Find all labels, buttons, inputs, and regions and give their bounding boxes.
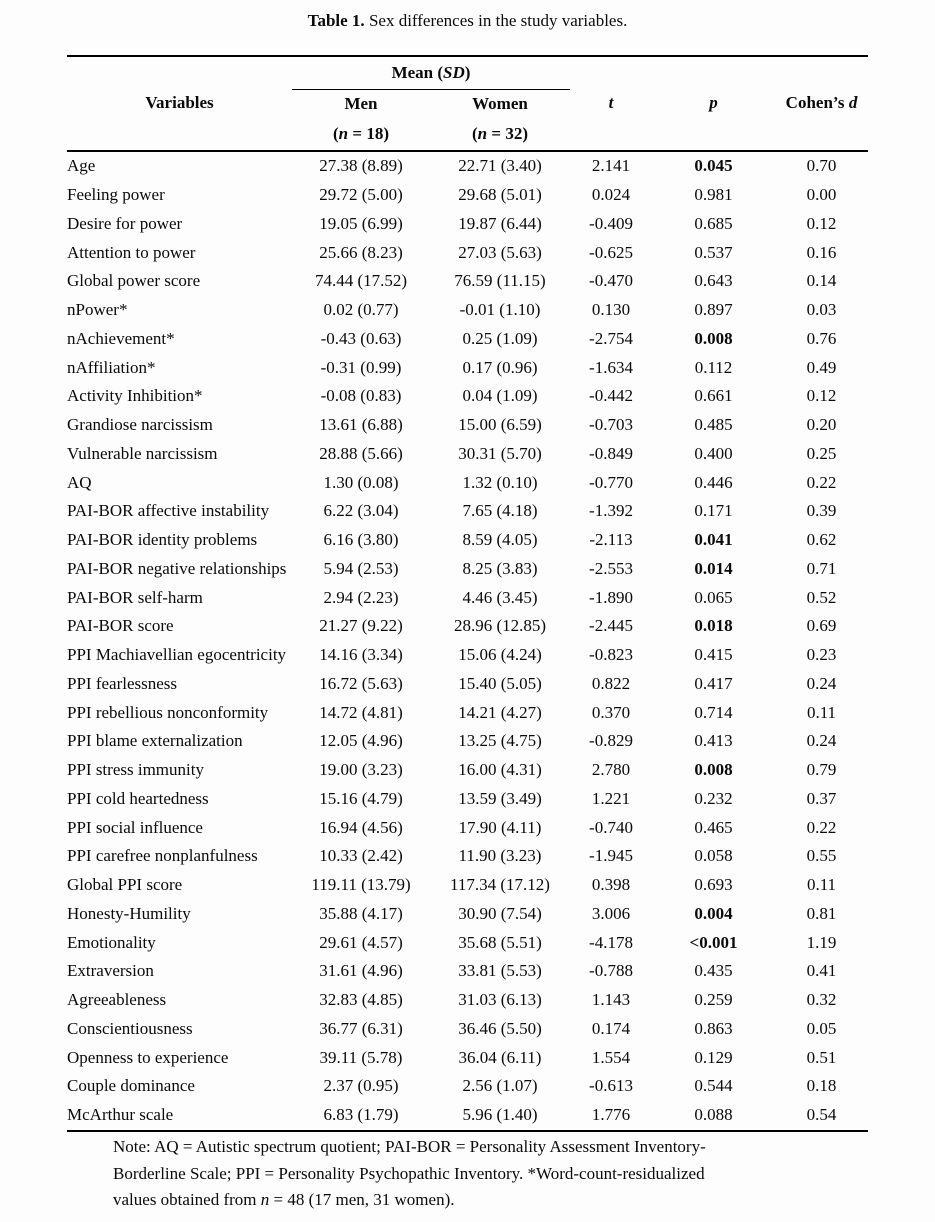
header-variables: Variables	[145, 93, 214, 113]
cell-p-value: 0.435	[694, 961, 733, 981]
cell-t-value: 1.776	[591, 1105, 631, 1125]
table-row	[67, 1101, 868, 1131]
cell-women-mean-sd: 15.06 (4.24)	[458, 645, 542, 665]
table-row	[67, 1015, 868, 1044]
cell-cohens-d: 0.11	[806, 875, 837, 895]
cell-cohens-d: 0.12	[806, 213, 837, 233]
cell-t-value: 2.141	[591, 156, 631, 176]
cell-p-value: 0.058	[694, 846, 733, 866]
table-row	[67, 756, 868, 785]
cell-cohens-d: 0.62	[806, 530, 837, 550]
cell-women-mean-sd: 0.17 (0.96)	[462, 357, 538, 377]
cell-women-mean-sd: 4.46 (3.45)	[462, 587, 538, 607]
men-n-post: = 18)	[348, 123, 389, 143]
stats-table	[67, 55, 868, 1132]
table-row	[67, 468, 868, 497]
table-row	[67, 325, 868, 354]
cell-p-value: 0.232	[694, 788, 733, 808]
cell-men-mean-sd: 6.16 (3.80)	[323, 530, 399, 550]
header-men: Men	[344, 93, 378, 113]
cell-men-mean-sd: 39.11 (5.78)	[319, 1047, 403, 1067]
cell-variable: nAchievement*	[67, 328, 175, 348]
cell-women-mean-sd: 11.90 (3.23)	[458, 846, 542, 866]
cell-t-value: 0.174	[591, 1018, 631, 1038]
cell-t-value: 0.370	[591, 702, 631, 722]
cell-p-value: 0.446	[694, 472, 733, 492]
cell-cohens-d: 0.49	[806, 357, 837, 377]
header-mean-sd	[292, 56, 570, 90]
mean-sd-pre: Mean (	[391, 63, 444, 82]
cell-cohens-d: 0.24	[806, 673, 837, 693]
cell-women-mean-sd: 33.81 (5.53)	[458, 961, 542, 981]
cell-t-value: -1.890	[589, 587, 633, 607]
cell-women-mean-sd: 27.03 (5.63)	[458, 242, 542, 262]
table-row	[67, 382, 868, 411]
cell-variable: PPI stress immunity	[67, 760, 204, 780]
cell-cohens-d: 0.00	[806, 185, 837, 205]
cell-cohens-d: 0.70	[806, 156, 837, 176]
cell-variable: Emotionality	[67, 932, 156, 952]
cell-women-mean-sd: 15.40 (5.05)	[458, 673, 542, 693]
cell-t-value: -1.945	[589, 846, 633, 866]
cell-p-value: 0.714	[694, 702, 733, 722]
table-row	[67, 555, 868, 584]
cell-cohens-d: 0.11	[806, 702, 837, 722]
cell-p-value: 0.112	[694, 357, 733, 377]
cell-t-value: -0.849	[589, 443, 633, 463]
table-row	[67, 871, 868, 900]
cell-p-value: 0.981	[694, 185, 733, 205]
cell-men-mean-sd: 27.38 (8.89)	[319, 156, 403, 176]
cell-women-mean-sd: 19.87 (6.44)	[458, 213, 542, 233]
cell-variable: nAffiliation*	[67, 357, 156, 377]
cell-p-value: 0.008	[694, 328, 733, 348]
table-row	[67, 612, 868, 641]
table-row	[67, 785, 868, 814]
cell-women-mean-sd: 31.03 (6.13)	[458, 990, 542, 1010]
table-row	[67, 842, 868, 871]
cell-cohens-d: 0.22	[806, 472, 837, 492]
cell-cohens-d: 0.69	[806, 616, 837, 636]
table-row	[67, 181, 868, 210]
cell-p-value: 0.065	[694, 587, 733, 607]
cell-cohens-d: 0.55	[806, 846, 837, 866]
cell-women-mean-sd: 16.00 (4.31)	[458, 760, 542, 780]
cell-p-value: 0.417	[694, 673, 733, 693]
note-line3-post: = 48 (17 men, 31 women).	[269, 1190, 455, 1209]
cell-women-mean-sd: 30.31 (5.70)	[458, 443, 542, 463]
table-row	[67, 238, 868, 267]
mean-sd-italic: SD	[443, 63, 465, 82]
cell-cohens-d: 0.71	[806, 558, 837, 578]
cell-p-value: 0.004	[694, 903, 733, 923]
cell-women-mean-sd: 36.46 (5.50)	[458, 1018, 542, 1038]
table-row	[67, 727, 868, 756]
header-women: Women	[472, 93, 528, 113]
cell-cohens-d: 0.22	[806, 817, 837, 837]
header-row-mean-sd	[67, 56, 868, 90]
cell-t-value: -2.553	[589, 558, 633, 578]
cell-men-mean-sd: -0.08 (0.83)	[320, 386, 402, 406]
cell-women-mean-sd: 13.25 (4.75)	[458, 731, 542, 751]
table-row	[67, 928, 868, 957]
cell-men-mean-sd: 6.83 (1.79)	[323, 1105, 399, 1125]
cell-variable: PPI cold heartedness	[67, 788, 209, 808]
cell-women-mean-sd: 2.56 (1.07)	[462, 1076, 538, 1096]
table-body	[67, 151, 868, 1131]
cell-women-mean-sd: 28.96 (12.85)	[453, 616, 547, 636]
cell-t-value: -2.113	[589, 530, 633, 550]
cell-cohens-d: 0.16	[806, 242, 837, 262]
header-spacer	[570, 56, 868, 90]
cell-men-mean-sd: 29.72 (5.00)	[319, 185, 403, 205]
cell-women-mean-sd: 35.68 (5.51)	[458, 932, 542, 952]
table-row	[67, 957, 868, 986]
men-n-pre: (	[333, 123, 339, 143]
cell-p-value: <0.001	[689, 932, 738, 952]
cell-cohens-d: 0.52	[806, 587, 837, 607]
table-row	[67, 440, 868, 469]
cell-cohens-d: 1.19	[806, 932, 837, 952]
cell-variable: nPower*	[67, 300, 128, 320]
table-row	[67, 813, 868, 842]
header-t: t	[608, 93, 614, 113]
cell-t-value: -1.634	[589, 357, 633, 377]
cell-t-value: 0.398	[591, 875, 631, 895]
table-row	[67, 267, 868, 296]
cell-variable: PPI carefree nonplanfulness	[67, 846, 258, 866]
cell-women-mean-sd: 1.32 (0.10)	[462, 472, 538, 492]
cell-t-value: -0.625	[589, 242, 633, 262]
cell-men-mean-sd: 74.44 (17.52)	[314, 271, 408, 291]
table-row	[67, 1043, 868, 1072]
cell-variable: Global power score	[67, 271, 201, 291]
table-row	[67, 1072, 868, 1101]
cell-variable: PAI-BOR score	[67, 616, 174, 636]
cell-cohens-d: 0.39	[806, 501, 837, 521]
cohens-pre: Cohen’s	[785, 93, 849, 113]
cell-p-value: 0.897	[694, 300, 733, 320]
cell-p-value: 0.018	[694, 616, 733, 636]
table-row	[67, 583, 868, 612]
cell-variable: Conscientiousness	[67, 1018, 193, 1038]
cell-cohens-d: 0.05	[806, 1018, 837, 1038]
table-row	[67, 296, 868, 325]
cell-p-value: 0.415	[694, 645, 733, 665]
table-row	[67, 641, 868, 670]
cell-p-value: 0.259	[694, 990, 733, 1010]
cell-variable: Honesty-Humility	[67, 903, 191, 923]
cell-men-mean-sd: 35.88 (4.17)	[319, 903, 403, 923]
note-line3-pre: values obtained from	[113, 1190, 261, 1209]
header-spacer	[570, 117, 652, 151]
cell-variable: PPI fearlessness	[67, 673, 178, 693]
cell-men-mean-sd: 28.88 (5.66)	[319, 443, 403, 463]
cell-t-value: -0.740	[589, 817, 633, 837]
cell-p-value: 0.129	[694, 1047, 733, 1067]
cell-t-value: -0.470	[589, 271, 633, 291]
table-title	[0, 11, 935, 31]
header-women-n	[430, 117, 570, 151]
table-row	[67, 497, 868, 526]
cell-men-mean-sd: 14.16 (3.34)	[319, 645, 403, 665]
cell-p-value: 0.693	[694, 875, 733, 895]
header-row-n	[67, 117, 868, 151]
cell-t-value: -4.178	[589, 932, 633, 952]
cell-variable: Grandiose narcissism	[67, 415, 213, 435]
cell-women-mean-sd: 29.68 (5.01)	[458, 185, 542, 205]
cell-women-mean-sd: 117.34 (17.12)	[450, 875, 550, 895]
cell-p-value: 0.544	[694, 1076, 733, 1096]
cell-women-mean-sd: 7.65 (4.18)	[462, 501, 538, 521]
table-header	[67, 56, 868, 151]
cell-cohens-d: 0.54	[806, 1105, 837, 1125]
cell-women-mean-sd: 17.90 (4.11)	[458, 817, 542, 837]
cell-women-mean-sd: 15.00 (6.59)	[458, 415, 542, 435]
table-row	[67, 698, 868, 727]
cell-t-value: 2.780	[591, 760, 631, 780]
cell-men-mean-sd: 29.61 (4.57)	[319, 932, 403, 952]
cell-p-value: 0.171	[694, 501, 733, 521]
cell-men-mean-sd: 2.94 (2.23)	[323, 587, 399, 607]
cell-men-mean-sd: 16.94 (4.56)	[319, 817, 403, 837]
cell-men-mean-sd: 25.66 (8.23)	[319, 242, 403, 262]
cell-t-value: 1.221	[591, 788, 631, 808]
cell-variable: PAI-BOR negative relationships	[67, 558, 287, 578]
cell-p-value: 0.661	[694, 386, 733, 406]
women-n-pre: (	[472, 123, 478, 143]
cell-men-mean-sd: 36.77 (6.31)	[319, 1018, 403, 1038]
cell-variable: PPI blame externalization	[67, 731, 243, 751]
mean-sd-post: )	[464, 63, 471, 82]
cell-women-mean-sd: 5.96 (1.40)	[462, 1105, 538, 1125]
note-line-3	[113, 1187, 823, 1214]
cell-t-value: 3.006	[591, 903, 631, 923]
cell-men-mean-sd: 19.00 (3.23)	[319, 760, 403, 780]
cell-t-value: -2.754	[589, 328, 633, 348]
cell-variable: Desire for power	[67, 213, 183, 233]
header-spacer	[652, 117, 775, 151]
table-title-label: Table 1.	[307, 11, 365, 30]
cell-variable: PPI rebellious nonconformity	[67, 702, 269, 722]
cell-variable: Feeling power	[67, 185, 165, 205]
cell-men-mean-sd: 31.61 (4.96)	[319, 961, 403, 981]
cell-variable: Couple dominance	[67, 1076, 195, 1096]
table-row	[67, 151, 868, 181]
table-row	[67, 900, 868, 929]
cell-t-value: 0.130	[591, 300, 631, 320]
cell-women-mean-sd: 36.04 (6.11)	[458, 1047, 542, 1067]
table-row	[67, 526, 868, 555]
cell-men-mean-sd: 13.61 (6.88)	[319, 415, 403, 435]
cell-men-mean-sd: 21.27 (9.22)	[319, 616, 403, 636]
cell-t-value: 0.822	[591, 673, 631, 693]
cell-women-mean-sd: -0.01 (1.10)	[459, 300, 541, 320]
cell-cohens-d: 0.51	[806, 1047, 837, 1067]
cell-cohens-d: 0.32	[806, 990, 837, 1010]
note-line-1: Note: AQ = Autistic spectrum quotient; PAI-BOR = Personality Assessment Inventory-	[113, 1137, 706, 1156]
cell-men-mean-sd: -0.43 (0.63)	[320, 328, 402, 348]
cell-variable: Age	[67, 156, 96, 176]
cell-variable: Extraversion	[67, 961, 154, 981]
cell-variable: PAI-BOR self-harm	[67, 587, 203, 607]
cell-variable: Vulnerable narcissism	[67, 443, 218, 463]
cell-variable: Openness to experience	[67, 1047, 229, 1067]
cell-cohens-d: 0.25	[806, 443, 837, 463]
cell-men-mean-sd: 32.83 (4.85)	[319, 990, 403, 1010]
cell-cohens-d: 0.12	[806, 386, 837, 406]
header-spacer	[775, 117, 868, 151]
cell-cohens-d: 0.37	[806, 788, 837, 808]
cell-variable: McArthur scale	[67, 1105, 174, 1125]
cell-p-value: 0.685	[694, 213, 733, 233]
cell-p-value: 0.400	[694, 443, 733, 463]
cell-p-value: 0.014	[694, 558, 733, 578]
cell-t-value: -0.703	[589, 415, 633, 435]
women-n-italic: n	[477, 123, 488, 143]
cell-p-value: 0.413	[694, 731, 733, 751]
cell-cohens-d: 0.23	[806, 645, 837, 665]
cell-men-mean-sd: 16.72 (5.63)	[319, 673, 403, 693]
note-line-2: Borderline Scale; PPI = Personality Psychopathic Inventory. *Word-count-residualized	[113, 1163, 705, 1183]
men-n-italic: n	[338, 123, 349, 143]
cell-cohens-d: 0.41	[806, 961, 837, 981]
cell-men-mean-sd: 14.72 (4.81)	[319, 702, 403, 722]
cell-men-mean-sd: 12.05 (4.96)	[319, 731, 403, 751]
cell-cohens-d: 0.14	[806, 271, 837, 291]
table-note	[113, 1134, 823, 1214]
cell-t-value: 0.024	[591, 185, 631, 205]
cell-men-mean-sd: 5.94 (2.53)	[323, 558, 399, 578]
cell-t-value: -0.442	[589, 386, 633, 406]
cell-p-value: 0.088	[694, 1105, 733, 1125]
cell-t-value: 1.143	[591, 990, 631, 1010]
cell-variable: Agreeableness	[67, 990, 167, 1010]
cell-cohens-d: 0.03	[806, 300, 837, 320]
cell-t-value: -1.392	[589, 501, 633, 521]
cell-women-mean-sd: 8.59 (4.05)	[462, 530, 538, 550]
cell-cohens-d: 0.24	[806, 731, 837, 751]
cell-men-mean-sd: 6.22 (3.04)	[323, 501, 399, 521]
cohens-italic: d	[848, 93, 858, 113]
cell-men-mean-sd: 0.02 (0.77)	[323, 300, 399, 320]
cell-men-mean-sd: 10.33 (2.42)	[319, 846, 403, 866]
cell-men-mean-sd: 19.05 (6.99)	[319, 213, 403, 233]
cell-cohens-d: 0.81	[806, 903, 837, 923]
cell-women-mean-sd: 30.90 (7.54)	[458, 903, 542, 923]
cell-variable: Global PPI score	[67, 875, 183, 895]
header-cohens-d	[775, 90, 868, 118]
table-title-text: Sex differences in the study variables.	[364, 11, 628, 30]
header-spacer	[67, 56, 292, 90]
cell-women-mean-sd: 14.21 (4.27)	[458, 702, 542, 722]
header-p: p	[709, 93, 718, 113]
cell-men-mean-sd: 1.30 (0.08)	[323, 472, 399, 492]
cell-variable: Attention to power	[67, 242, 196, 262]
cell-cohens-d: 0.20	[806, 415, 837, 435]
cell-men-mean-sd: -0.31 (0.99)	[320, 357, 402, 377]
cell-men-mean-sd: 119.11 (13.79)	[311, 875, 411, 895]
cell-women-mean-sd: 22.71 (3.40)	[458, 156, 542, 176]
table-row	[67, 670, 868, 699]
cell-cohens-d: 0.79	[806, 760, 837, 780]
cell-p-value: 0.537	[694, 242, 733, 262]
header-spacer	[67, 117, 292, 151]
table-row	[67, 210, 868, 239]
table-row	[67, 411, 868, 440]
header-row-columns	[67, 90, 868, 118]
note-line3-italic: n	[260, 1190, 270, 1209]
cell-variable: AQ	[67, 472, 92, 492]
cell-p-value: 0.008	[694, 760, 733, 780]
cell-t-value: -2.445	[589, 616, 633, 636]
cell-men-mean-sd: 15.16 (4.79)	[319, 788, 403, 808]
cell-p-value: 0.045	[694, 156, 733, 176]
cell-women-mean-sd: 13.59 (3.49)	[458, 788, 542, 808]
cell-p-value: 0.465	[694, 817, 733, 837]
cell-t-value: -0.613	[589, 1076, 633, 1096]
cell-p-value: 0.643	[694, 271, 733, 291]
cell-variable: PAI-BOR identity problems	[67, 530, 258, 550]
cell-women-mean-sd: 0.25 (1.09)	[462, 328, 538, 348]
cell-cohens-d: 0.76	[806, 328, 837, 348]
header-men-n	[292, 117, 430, 151]
table-row	[67, 986, 868, 1015]
cell-t-value: -0.770	[589, 472, 633, 492]
table-row	[67, 353, 868, 382]
cell-variable: PAI-BOR affective instability	[67, 501, 270, 521]
cell-t-value: -0.409	[589, 213, 633, 233]
women-n-post: = 32)	[487, 123, 528, 143]
cell-variable: PPI Machiavellian egocentricity	[67, 645, 287, 665]
cell-men-mean-sd: 2.37 (0.95)	[323, 1076, 399, 1096]
cell-t-value: 1.554	[591, 1047, 631, 1067]
cell-t-value: -0.788	[589, 961, 633, 981]
cell-variable: PPI social influence	[67, 817, 203, 837]
cell-p-value: 0.863	[694, 1018, 733, 1038]
cell-cohens-d: 0.18	[806, 1076, 837, 1096]
cell-women-mean-sd: 0.04 (1.09)	[462, 386, 538, 406]
cell-women-mean-sd: 76.59 (11.15)	[454, 271, 546, 291]
cell-p-value: 0.041	[694, 530, 733, 550]
cell-women-mean-sd: 8.25 (3.83)	[462, 558, 538, 578]
cell-p-value: 0.485	[694, 415, 733, 435]
cell-variable: Activity Inhibition*	[67, 386, 203, 406]
cell-t-value: -0.823	[589, 645, 633, 665]
cell-t-value: -0.829	[589, 731, 633, 751]
